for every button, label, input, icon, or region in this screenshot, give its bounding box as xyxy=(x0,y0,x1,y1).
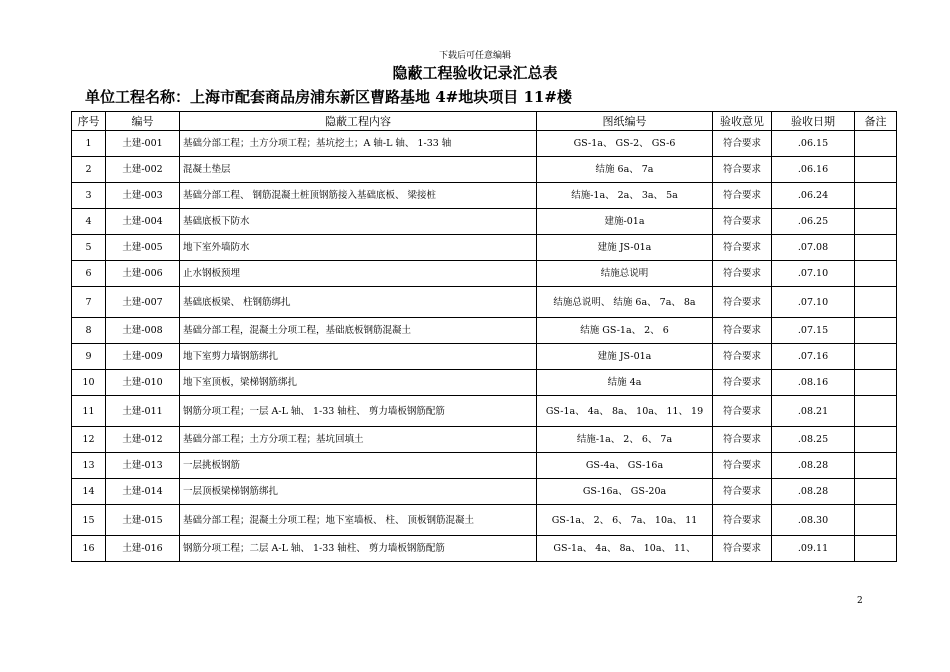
cell-content: 地下室剪力墙钢筋绑扎 xyxy=(180,344,537,370)
cell-date: .07.10 xyxy=(772,287,855,318)
table-header-row xyxy=(72,112,897,131)
cell-serial: 5 xyxy=(72,235,106,261)
cell-opinion: 符合要求 xyxy=(713,318,772,344)
cell-content: 基础底板下防水 xyxy=(180,209,537,235)
table-row xyxy=(72,261,897,287)
cell-drawing: GS-16a、 GS-20a xyxy=(537,479,713,505)
table-row xyxy=(72,344,897,370)
cell-opinion: 符合要求 xyxy=(713,183,772,209)
cell-serial: 13 xyxy=(72,453,106,479)
cell-drawing: 结施 GS-1a、 2、 6 xyxy=(537,318,713,344)
cell-serial: 7 xyxy=(72,287,106,318)
cell-drawing: GS-1a、 GS-2、 GS-6 xyxy=(537,131,713,157)
cell-remark xyxy=(855,427,897,453)
cell-date: .07.10 xyxy=(772,261,855,287)
cell-code: 土建-015 xyxy=(106,505,180,536)
unit-project-name: 单位工程名称：上海市配套商品房浦东新区曹路基地 4#地块项目 11#楼 xyxy=(85,88,572,106)
cell-code: 土建-016 xyxy=(106,536,180,562)
header-date: 验收日期 xyxy=(772,112,855,131)
cell-drawing: 建施 JS-01a xyxy=(537,344,713,370)
cell-content: 一层挑板钢筋 xyxy=(180,453,537,479)
header-drawing: 图纸编号 xyxy=(537,112,713,131)
cell-date: .08.28 xyxy=(772,453,855,479)
cell-drawing: 结施 4a xyxy=(537,370,713,396)
cell-code: 土建-001 xyxy=(106,131,180,157)
cell-serial: 15 xyxy=(72,505,106,536)
cell-serial: 9 xyxy=(72,344,106,370)
cell-remark xyxy=(855,183,897,209)
table-row xyxy=(72,396,897,427)
cell-content: 钢筋分项工程；二层 A-L 轴、 1-33 轴柱、 剪力墙板钢筋配筋 xyxy=(180,536,537,562)
table-row xyxy=(72,536,897,562)
header-serial: 序号 xyxy=(72,112,106,131)
cell-opinion: 符合要求 xyxy=(713,287,772,318)
cell-date: .07.15 xyxy=(772,318,855,344)
cell-serial: 14 xyxy=(72,479,106,505)
cell-serial: 3 xyxy=(72,183,106,209)
cell-date: .06.15 xyxy=(772,131,855,157)
acceptance-summary-table xyxy=(71,111,897,562)
cell-code: 土建-008 xyxy=(106,318,180,344)
cell-drawing: 结施 6a、 7a xyxy=(537,157,713,183)
cell-remark xyxy=(855,235,897,261)
cell-content: 混凝土垫层 xyxy=(180,157,537,183)
cell-remark xyxy=(855,344,897,370)
download-note: 下载后可任意编辑 xyxy=(438,51,511,61)
cell-opinion: 符合要求 xyxy=(713,396,772,427)
cell-remark xyxy=(855,157,897,183)
cell-remark xyxy=(855,261,897,287)
table-row xyxy=(72,453,897,479)
cell-opinion: 符合要求 xyxy=(713,157,772,183)
table-row xyxy=(72,235,897,261)
cell-code: 土建-009 xyxy=(106,344,180,370)
cell-drawing: GS-1a、 2、 6、 7a、 10a、 11 xyxy=(537,505,713,536)
cell-code: 土建-005 xyxy=(106,235,180,261)
cell-drawing: 结施-1a、 2a、 3a、 5a xyxy=(537,183,713,209)
cell-date: .08.21 xyxy=(772,396,855,427)
table-row xyxy=(72,209,897,235)
cell-drawing: 建施-01a xyxy=(537,209,713,235)
cell-remark xyxy=(855,536,897,562)
cell-remark xyxy=(855,479,897,505)
cell-opinion: 符合要求 xyxy=(713,344,772,370)
cell-serial: 11 xyxy=(72,396,106,427)
cell-opinion: 符合要求 xyxy=(713,479,772,505)
cell-drawing: 结施总说明、 结施 6a、 7a、 8a xyxy=(537,287,713,318)
cell-opinion: 符合要求 xyxy=(713,131,772,157)
cell-content: 地下室顶板，梁梯钢筋绑扎 xyxy=(180,370,537,396)
cell-serial: 8 xyxy=(72,318,106,344)
cell-drawing: 建施 JS-01a xyxy=(537,235,713,261)
cell-remark xyxy=(855,318,897,344)
cell-code: 土建-002 xyxy=(106,157,180,183)
cell-code: 土建-014 xyxy=(106,479,180,505)
cell-drawing: GS-1a、 4a、 8a、 10a、 11、 xyxy=(537,536,713,562)
cell-date: .09.11 xyxy=(772,536,855,562)
table-row xyxy=(72,131,897,157)
cell-date: .08.16 xyxy=(772,370,855,396)
table-row xyxy=(72,287,897,318)
cell-date: .07.08 xyxy=(772,235,855,261)
cell-serial: 2 xyxy=(72,157,106,183)
cell-drawing: 结施总说明 xyxy=(537,261,713,287)
cell-content: 基础分部工程；混凝土分项工程；地下室墙板、 柱、 顶板钢筋混凝土 xyxy=(180,505,537,536)
header-remark: 备注 xyxy=(855,112,897,131)
cell-remark xyxy=(855,370,897,396)
cell-opinion: 符合要求 xyxy=(713,235,772,261)
cell-opinion: 符合要求 xyxy=(713,261,772,287)
cell-drawing: 结施-1a、 2、 6、 7a xyxy=(537,427,713,453)
cell-date: .06.24 xyxy=(772,183,855,209)
cell-opinion: 符合要求 xyxy=(713,427,772,453)
header-code: 编号 xyxy=(106,112,180,131)
cell-serial: 10 xyxy=(72,370,106,396)
cell-opinion: 符合要求 xyxy=(713,453,772,479)
table-row xyxy=(72,157,897,183)
cell-remark xyxy=(855,396,897,427)
cell-content: 基础分部工程，混凝土分项工程，基础底板钢筋混凝土 xyxy=(180,318,537,344)
table-row xyxy=(72,318,897,344)
table-row xyxy=(72,183,897,209)
cell-remark xyxy=(855,287,897,318)
cell-serial: 1 xyxy=(72,131,106,157)
page-number: 2 xyxy=(857,596,863,606)
cell-serial: 16 xyxy=(72,536,106,562)
cell-code: 土建-010 xyxy=(106,370,180,396)
cell-serial: 4 xyxy=(72,209,106,235)
cell-remark xyxy=(855,209,897,235)
cell-date: .06.25 xyxy=(772,209,855,235)
cell-content: 基础分部工程；土方分项工程；基坑回填土 xyxy=(180,427,537,453)
cell-date: .08.28 xyxy=(772,479,855,505)
cell-drawing: GS-4a、 GS-16a xyxy=(537,453,713,479)
cell-content: 一层顶板梁梯钢筋绑扎 xyxy=(180,479,537,505)
cell-code: 土建-006 xyxy=(106,261,180,287)
cell-remark xyxy=(855,131,897,157)
cell-code: 土建-007 xyxy=(106,287,180,318)
cell-content: 基础分部工程、 钢筋混凝土桩顶钢筋接入基础底板、 梁接桩 xyxy=(180,183,537,209)
cell-date: .06.16 xyxy=(772,157,855,183)
header-opinion: 验收意见 xyxy=(713,112,772,131)
table-row xyxy=(72,479,897,505)
cell-content: 基础分部工程；土方分项工程；基坑挖土；A 轴-L 轴、 1-33 轴 xyxy=(180,131,537,157)
cell-opinion: 符合要求 xyxy=(713,209,772,235)
cell-remark xyxy=(855,453,897,479)
header-content: 隐蔽工程内容 xyxy=(180,112,537,131)
cell-serial: 6 xyxy=(72,261,106,287)
cell-code: 土建-011 xyxy=(106,396,180,427)
cell-opinion: 符合要求 xyxy=(713,505,772,536)
cell-date: .08.25 xyxy=(772,427,855,453)
table-row xyxy=(72,505,897,536)
table-row xyxy=(72,427,897,453)
cell-date: .07.16 xyxy=(772,344,855,370)
cell-serial: 12 xyxy=(72,427,106,453)
cell-code: 土建-012 xyxy=(106,427,180,453)
cell-drawing: GS-1a、 4a、 8a、 10a、 11、 19 xyxy=(537,396,713,427)
cell-content: 基础底板梁、 柱钢筋绑扎 xyxy=(180,287,537,318)
cell-code: 土建-003 xyxy=(106,183,180,209)
table-body xyxy=(72,131,897,562)
table-row xyxy=(72,370,897,396)
document-title: 隐蔽工程验收记录汇总表 xyxy=(392,64,558,82)
cell-date: .08.30 xyxy=(772,505,855,536)
cell-content: 地下室外墙防水 xyxy=(180,235,537,261)
cell-opinion: 符合要求 xyxy=(713,536,772,562)
cell-content: 止水钢板预埋 xyxy=(180,261,537,287)
cell-content: 钢筋分项工程；一层 A-L 轴、 1-33 轴柱、 剪力墙板钢筋配筋 xyxy=(180,396,537,427)
cell-opinion: 符合要求 xyxy=(713,370,772,396)
cell-code: 土建-013 xyxy=(106,453,180,479)
cell-remark xyxy=(855,505,897,536)
cell-code: 土建-004 xyxy=(106,209,180,235)
